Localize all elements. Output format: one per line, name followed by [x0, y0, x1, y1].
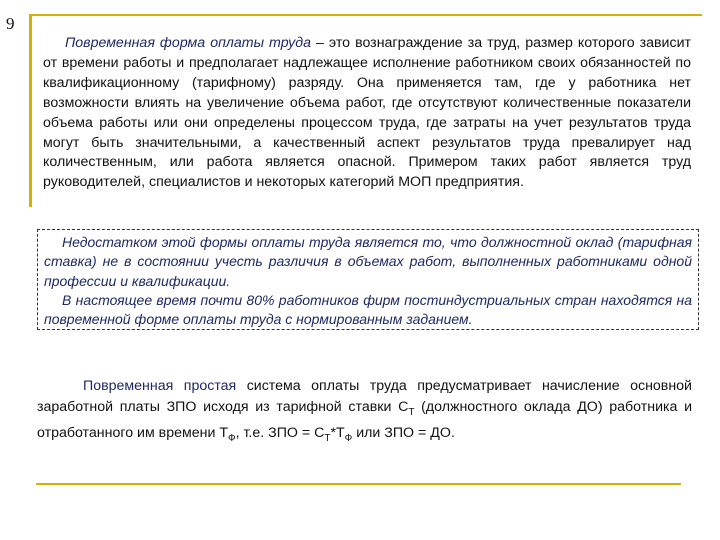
note-line-1: Недостатком этой формы оплаты труда является то, что должностной оклад (тарифная ставка) не в состоянии учесть различия в объемах работ, выполненных работниками одной профессии и квалификации.: [44, 234, 692, 289]
text-c: , т.е. ЗПО = С: [235, 424, 325, 441]
simple-time-paragraph: [37, 376, 692, 449]
note-line-2: В настоящее время почти 80% работников фирм постиндустриальных стран находятся на повременной форме оплаты труда с нормированным заданием.: [44, 291, 692, 328]
simple-time-term: Повременная простая: [83, 378, 237, 394]
definition-paragraph: [43, 34, 691, 193]
sub-t1: Т: [408, 406, 415, 418]
definition-term: Повременная форма оплаты труда: [65, 35, 311, 51]
text-d: *Т: [330, 424, 345, 441]
sub-f1: Ф: [228, 432, 236, 444]
note-box: [37, 229, 699, 330]
text-b: (должностного оклада ДО) работника и отработанного им времени Т: [37, 398, 692, 441]
slide-number: 9: [6, 14, 15, 33]
left-divider: [29, 14, 32, 207]
sub-f2: Ф: [344, 432, 353, 444]
top-divider: [29, 14, 702, 16]
bottom-divider: [36, 483, 681, 485]
text-a: система оплаты труда предусматривает начисление основной заработной платы ЗПО исходя из тарифной ставки С: [37, 378, 692, 415]
text-e: или ЗПО = ДО.: [352, 424, 455, 441]
definition-text: – это вознаграждение за труд, размер которого зависит от времени работы и предполагает надлежащее исполнение работником своих обязанностей по квалификационному (тарифному) разряду. Она применяется там, где у работника нет возможности влиять на увеличение объема работ, где отсутствуют количественные показатели объема работы или они определены процессом труда, где затраты на учет результатов труда могут быть значительными, а качественный аспект результатов труда превалирует над количественным, или работа является опасной. Примером таких работ является труд руководителей, специалистов и некоторых категорий МОП предприятия.: [43, 35, 691, 191]
sub-t2: Т: [324, 432, 331, 444]
